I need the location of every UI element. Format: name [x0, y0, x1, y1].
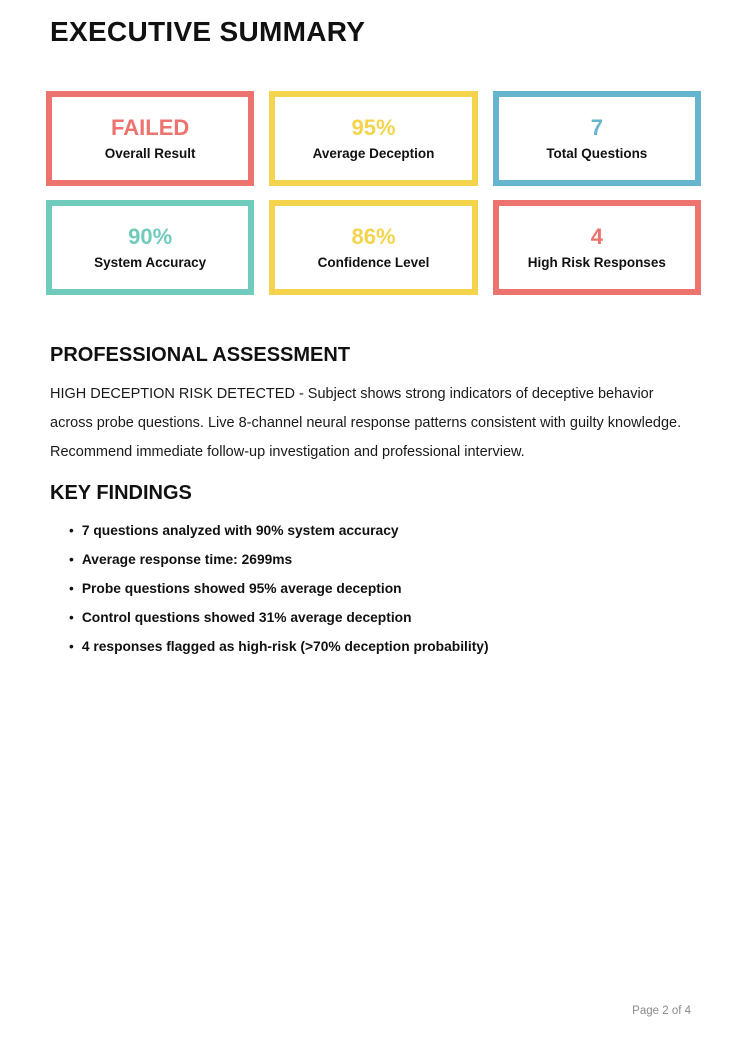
finding-item: • 4 responses flagged as high-risk (>70% deception probability): [69, 632, 693, 661]
finding-item: • 7 questions analyzed with 90% system accuracy: [69, 516, 693, 545]
stat-card-system-accuracy: [46, 200, 254, 295]
stat-cards-grid: [46, 91, 701, 295]
assessment-heading: PROFESSIONAL ASSESSMENT: [50, 344, 351, 366]
assessment-body: HIGH DECEPTION RISK DETECTED - Subject shows strong indicators of deceptive behavior across probe questions. Live 8-channel neural response patterns consistent with guilty knowledge. Recommend immediate follow-up investigation and professional interview.: [50, 386, 682, 460]
stat-label: Confidence Level: [317, 254, 430, 270]
findings-heading: KEY FINDINGS: [50, 482, 192, 504]
stat-label: System Accuracy: [94, 254, 207, 270]
stat-card-total-questions: [493, 91, 701, 186]
page-title: EXECUTIVE SUMMARY: [50, 16, 366, 47]
stat-card-average-deception: [269, 91, 477, 186]
stat-label: Average Deception: [312, 145, 435, 161]
stat-value: FAILED: [111, 114, 190, 140]
stat-value: 4: [590, 223, 603, 249]
stat-card-overall-result: [46, 91, 254, 186]
stat-card-high-risk-responses: [493, 200, 701, 295]
stat-label: Total Questions: [546, 145, 648, 161]
stat-label: Overall Result: [104, 145, 196, 161]
stat-card-confidence-level: [269, 200, 477, 295]
finding-item: • Control questions showed 31% average deception: [69, 603, 693, 632]
stat-label: High Risk Responses: [527, 254, 666, 270]
page-number: Page 2 of 4: [632, 1005, 691, 1017]
findings-list: [69, 516, 693, 661]
stat-value: 90%: [128, 223, 173, 249]
finding-item: • Average response time: 2699ms: [69, 545, 693, 574]
stat-value: 95%: [351, 114, 396, 140]
finding-item: • Probe questions showed 95% average deception: [69, 574, 693, 603]
stat-value: 7: [590, 114, 603, 140]
stat-value: 86%: [351, 223, 396, 249]
